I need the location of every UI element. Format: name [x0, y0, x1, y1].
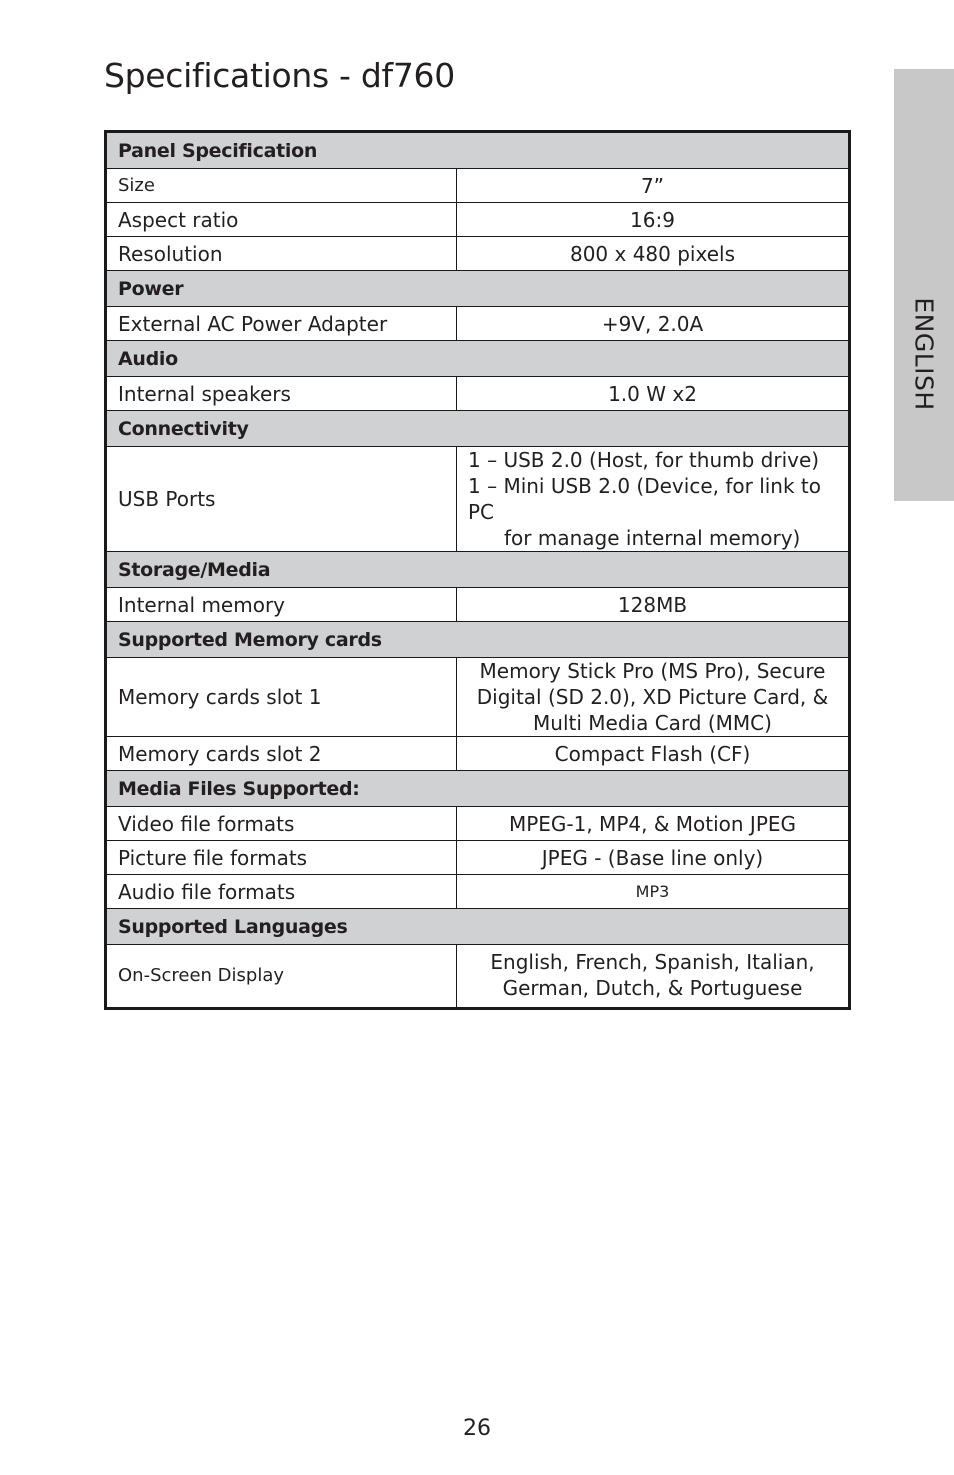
- row-value-size: 7”: [457, 169, 850, 203]
- section-connectivity: [106, 411, 850, 447]
- row-value-internal-memory: 128MB: [457, 588, 850, 622]
- row-value-on-screen-display: [457, 945, 850, 1009]
- section-memory-cards: [106, 622, 850, 658]
- table-row: [106, 875, 850, 909]
- slot1-line-3: Multi Media Card (MMC): [533, 711, 772, 735]
- row-label-aspect-ratio: Aspect ratio: [106, 203, 457, 237]
- table-row: [106, 237, 850, 271]
- row-label-memory-slot-2: Memory cards slot 2: [106, 737, 457, 771]
- table-row: [106, 203, 850, 237]
- slot1-line-2: Digital (SD 2.0), XD Picture Card, &: [476, 685, 829, 709]
- section-heading: Power: [106, 271, 850, 307]
- row-value-internal-speakers: 1.0 W x2: [457, 377, 850, 411]
- row-value-memory-slot-1: [457, 658, 850, 737]
- row-label-size: Size: [106, 169, 457, 203]
- row-value-resolution: 800 x 480 pixels: [457, 237, 850, 271]
- page-number: 26: [463, 1416, 491, 1441]
- section-heading: Supported Languages: [106, 909, 850, 945]
- row-label-usb-ports: USB Ports: [106, 447, 457, 552]
- section-languages: [106, 909, 850, 945]
- table-row: [106, 447, 850, 552]
- row-label-video-formats: Video file formats: [106, 807, 457, 841]
- section-audio: [106, 341, 850, 377]
- row-label-on-screen-display: On-Screen Display: [106, 945, 457, 1009]
- section-heading: Supported Memory cards: [106, 622, 850, 658]
- row-label-audio-formats: Audio file formats: [106, 875, 457, 909]
- table-row: [106, 588, 850, 622]
- language-side-tab: [894, 69, 954, 501]
- language-tab-label: ENGLISH: [909, 297, 939, 411]
- section-heading: Storage/Media: [106, 552, 850, 588]
- table-row: [106, 307, 850, 341]
- section-media-files: [106, 771, 850, 807]
- usb-line-2: 1 – Mini USB 2.0 (Device, for link to PC: [468, 474, 821, 524]
- table-row: [106, 945, 850, 1009]
- osd-line-2: German, Dutch, & Portuguese: [502, 976, 803, 1000]
- row-value-power-adapter: +9V, 2.0A: [457, 307, 850, 341]
- row-value-video-formats: MPEG-1, MP4, & Motion JPEG: [457, 807, 850, 841]
- row-label-resolution: Resolution: [106, 237, 457, 271]
- section-heading: Audio: [106, 341, 850, 377]
- section-heading: Panel Specification: [106, 132, 850, 169]
- row-value-aspect-ratio: 16:9: [457, 203, 850, 237]
- row-label-memory-slot-1: Memory cards slot 1: [106, 658, 457, 737]
- section-storage-media: [106, 552, 850, 588]
- table-row: [106, 169, 850, 203]
- table-row: [106, 658, 850, 737]
- row-value-picture-formats: JPEG - (Base line only): [457, 841, 850, 875]
- section-heading: Connectivity: [106, 411, 850, 447]
- page-title: Specifications - df760: [104, 56, 455, 95]
- row-label-internal-memory: Internal memory: [106, 588, 457, 622]
- usb-line-3: for manage internal memory): [504, 526, 801, 550]
- row-label-internal-speakers: Internal speakers: [106, 377, 457, 411]
- table-row: [106, 807, 850, 841]
- row-value-memory-slot-2: Compact Flash (CF): [457, 737, 850, 771]
- section-heading: Media Files Supported:: [106, 771, 850, 807]
- row-label-power-adapter: External AC Power Adapter: [106, 307, 457, 341]
- osd-line-1: English, French, Spanish, Italian,: [490, 950, 815, 974]
- table-row: [106, 841, 850, 875]
- usb-line-1: 1 – USB 2.0 (Host, for thumb drive): [468, 448, 820, 472]
- table-row: [106, 737, 850, 771]
- specifications-table: [104, 130, 851, 1010]
- row-value-usb-ports: [457, 447, 850, 552]
- slot1-line-1: Memory Stick Pro (MS Pro), Secure: [479, 659, 826, 683]
- row-value-audio-formats: MP3: [457, 875, 850, 909]
- table-row: [106, 377, 850, 411]
- section-panel-specification: [106, 132, 850, 169]
- section-power: [106, 271, 850, 307]
- row-label-picture-formats: Picture file formats: [106, 841, 457, 875]
